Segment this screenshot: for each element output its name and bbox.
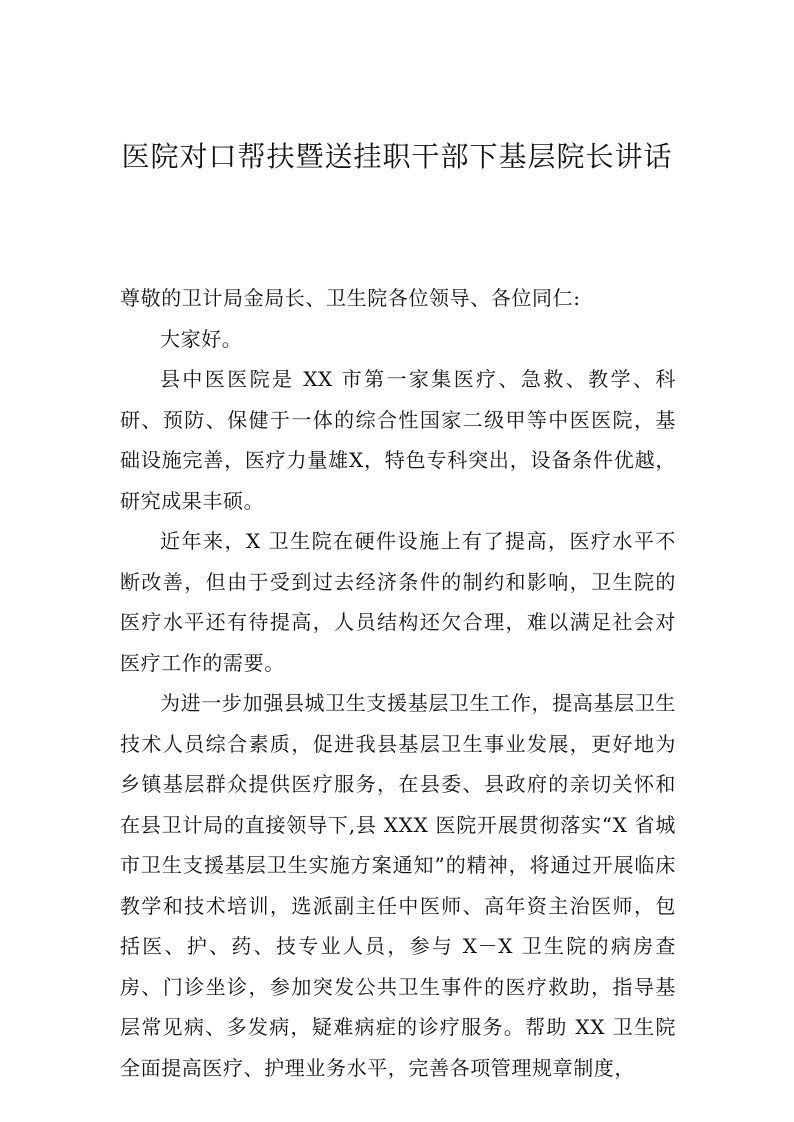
paragraph-recent-years: 近年来，X 卫生院在硬件设施上有了提高，医疗水平不断改善，但由于受到过去经济条件的制约和影响，卫生院的医疗水平还有待提高，人员结构还欠合理，难以满足社会对医疗工作的需要。 (120, 529, 676, 675)
document-body (120, 278, 676, 1088)
paragraph-greeting: 大家好。 (160, 326, 243, 351)
paragraph-hospital-intro: 县中医医院是 XX 市第一家集医疗、急救、教学、科研、预防、保健于一体的综合性国家二级甲等中医医院，基础设施完善，医疗力量雄X，特色专科突出，设备条件优越，研究成果丰硕。 (120, 367, 676, 513)
document-title: 医院对口帮扶暨送挂职干部下基层院长讲话 (121, 140, 673, 173)
salutation: 尊敬的卫计局金局长、卫生院各位领导、各位同仁: (120, 286, 581, 310)
paragraph-support-plan: 为进一步加强县城卫生支援基层卫生工作，提高基层卫生技术人员综合素质，促进我县基层卫生事业发展，更好地为乡镇基层群众提供医疗服务，在县委、县政府的亲切关怀和在县卫计局的直接领导下,县 XXX 医院开展贯彻落实“X 省城市卫生支援基层卫生实施方案通知”的精神，将通过开展临床教学和技术培训，选派副主任中医师、高年资主治医师，包括医、护、药、技专业人员，参与 X－X 卫生院的病房查房、门诊坐诊，参加突发公共卫生事件的医疗救助，指导基层常见病、多发病，疑难病症的诊疗服务。帮助 XX 卫生院全面提高医疗、护理业务水平，完善各项管理规章制度， (120, 691, 676, 1080)
